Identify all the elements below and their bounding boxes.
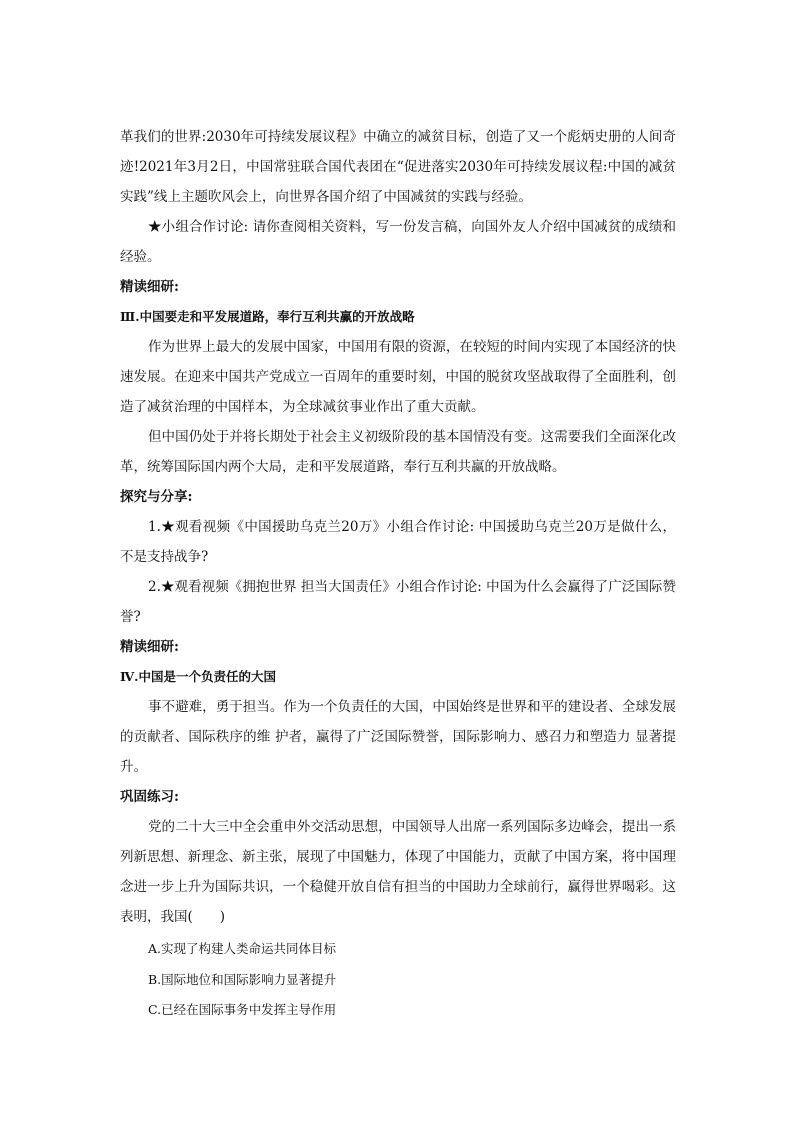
heading-practice: 巩固练习: xyxy=(120,789,179,805)
section-heading-3: Ⅲ.中国要走和平发展道路，奉行互利共赢的开放战略 xyxy=(120,309,415,324)
paragraph-intro: 革我们的世界:2030年可持续发展议程》中确立的减贫目标，创造了又一个彪炳史册的人间奇迹!2021年3月2日，中国常驻联合国代表团在“促进落实2030年可持续发展议程:中国的减贫实践”线上主题吹风会上，向世界各国介绍了中国减贫的实践与经验。 xyxy=(120,129,676,205)
paragraph-group-discussion: ★小组合作讨论: 请你查阅相关资料，写一份发言稿，向国外友人介绍中国减贫的成绩和经验。 xyxy=(120,219,676,265)
section-heading-4: Ⅳ.中国是一个负责任的大国 xyxy=(120,669,277,684)
heading-close-reading-1: 精读细研: xyxy=(120,279,179,295)
paragraph-video-1: 1.★观看视频《中国援助乌克兰20万》小组合作讨论: 中国援助乌克兰20万是做什么，不是支持战争? xyxy=(120,519,676,565)
document-page xyxy=(120,122,676,1026)
option-c: C.已经在国际事务中发挥主导作用 xyxy=(148,1002,337,1017)
paragraph-responsible-power: 事不避难，勇于担当。作为一个负责任的大国，中国始终是世界和平的建设者、全球发展的贡献者、国际秩序的维 护者，赢得了广泛国际赞誉，国际影响力、感召力和塑造力 显著提升。 xyxy=(120,699,676,775)
paragraph-development: 作为世界上最大的发展中国家，中国用有限的资源，在较短的时间内实现了本国经济的快速发展。在迎来中国共产党成立一百周年的重要时刻，中国的脱贫攻坚战取得了全面胜利，创造了减贫治理的中国样本，为全球减贫事业作出了重大贡献。 xyxy=(120,339,676,415)
heading-explore-share: 探究与分享: xyxy=(120,489,193,505)
paragraph-video-2: 2.★观看视频《拥抱世界 担当大国责任》小组合作讨论: 中国为什么会赢得了广泛国际赞誉? xyxy=(120,579,676,625)
option-b: B.国际地位和国际影响力显著提升 xyxy=(148,971,337,987)
option-a: A.实现了构建人类命运共同体目标 xyxy=(148,941,337,956)
paragraph-national-condition: 但中国仍处于并将长期处于社会主义初级阶段的基本国情没有变。这需要我们全面深化改革，统筹国际国内两个大局，走和平发展道路，奉行互利共赢的开放战略。 xyxy=(120,429,676,475)
paragraph-question: 党的二十大三中全会重申外交活动思想，中国领导人出席一系列国际多边峰会，提出一系列新思想、新理念、新主张，展现了中国魅力，体现了中国能力，贡献了中国方案，将中国理念进一步上升为国际共识，一个稳健开放自信有担当的中国助力全球前行，赢得世界喝彩。这表明，我国( ) xyxy=(120,819,676,925)
heading-close-reading-2: 精读细研: xyxy=(120,639,179,655)
